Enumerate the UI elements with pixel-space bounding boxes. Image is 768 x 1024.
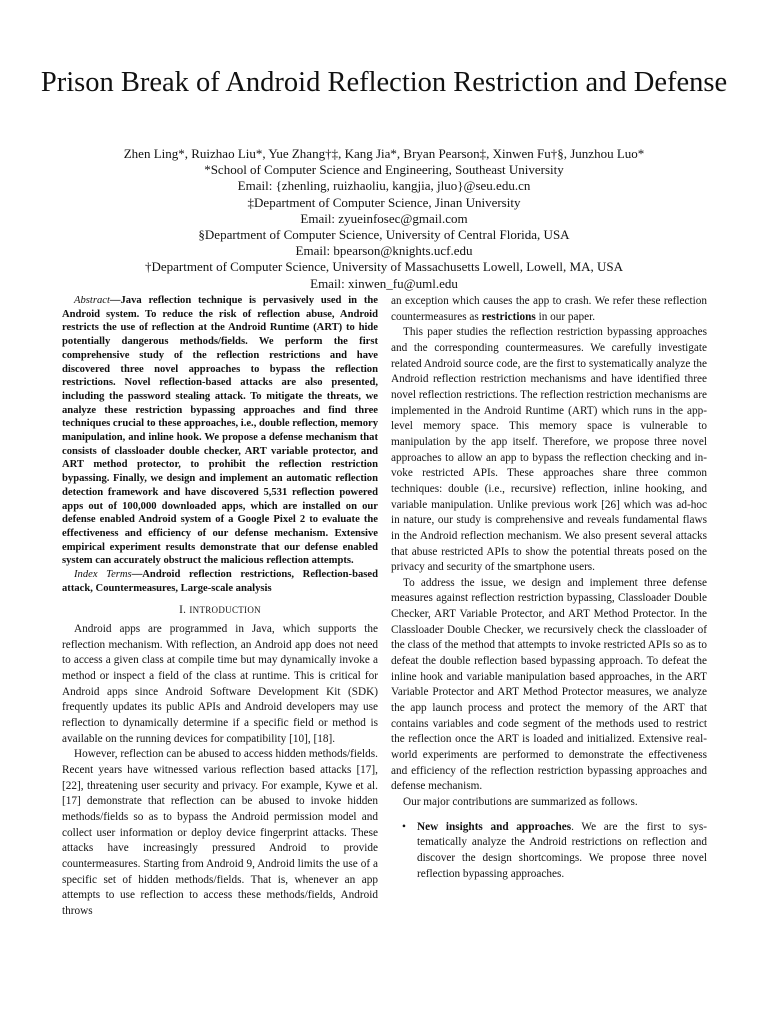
email-1: Email: {zhenling, ruizhaoliu, kangjia, jluo}@seu.edu.cn — [237, 178, 531, 194]
paper-title: Prison Break of Android Reflection Restriction and Defense — [40, 67, 728, 98]
index-terms — [62, 568, 378, 595]
paragraph: To address the issue, we design and implement three defense measures against reflection restriction bypassing, Classloader Double Checker, ART Variable Protector, and ART Method Protector. In the Classloader Double Checker, we recursively check the classloader of the class of the method that attempts to invoke restricted APIs so as to defeat the double reflection based bypassing approach. To defeat the inline hook and variable manipulation based approaches, in the ART Variable Protector and ART Method Protector measures, we analyze the app launch process and protect the memory of the ART that contains variables and code segment of the methods used to restrict the reflection once the ART is loaded and initialized. Extensive real-world experiments are performed to demonstrate the effectiveness and efficiency of the reflection restriction bypassing approaches and defense mechanism. — [391, 576, 707, 793]
paragraph: Android apps are programmed in Java, which supports the reflection mechanism. With reflection, an Android app does not need to access a given class at compile time but may dynamically invoke a method or inspect a field of the class at runtime. This is critical for Android apps since Android Software Development Kit (SDK) frequently updates its public APIs and Android developers may use reflection to dynamically determine if a specific field or method is available on the running devices for compatibility [10], [18]. — [62, 623, 378, 745]
list-item-heading: New insights and approaches — [417, 820, 572, 833]
bold-term: restrictions — [481, 310, 536, 323]
list-item — [391, 820, 707, 883]
author-block — [40, 146, 728, 292]
paragraph: However, reflection can be abused to access hidden methods/fields. Recent years have witnessed various reflection based attacks [17], [22], threatening user security and privacy. For example, Kywe et al. [17] demonstrate that reflection can be abused to invoke hidden methods/fields so as to bypass the Android permission model and collect user information or deploy device fingerprint attacks. These attacks have increasingly pressured Android to provide countermeasures. Starting from Android 9, Android limits the use of a specific set of hidden methods/fields. That is, whenever an app attempts to use reflection to access these methods/fields, Android throws — [62, 748, 378, 917]
paragraph-continued — [391, 294, 707, 325]
email-4: Email: xinwen_fu@uml.edu — [310, 275, 458, 291]
index-terms-label: Index Terms — [74, 569, 132, 581]
email-3: Email: bpearson@knights.ucf.edu — [295, 243, 473, 259]
email-2: Email: zyueinfosec@gmail.com — [300, 210, 468, 226]
paragraph: Our major contributions are summarized as follows. — [403, 796, 638, 808]
list-item-text — [417, 820, 707, 883]
abstract-label: Abstract — [74, 295, 110, 306]
author-names: Zhen Ling*, Ruizhao Liu*, Yue Zhang†‡, Kang Jia*, Bryan Pearson‡, Xinwen Fu†§, Junzhou Luo* — [123, 146, 645, 161]
section-number: I. — [179, 604, 190, 617]
affiliation-4: †Department of Computer Science, University of Massachusetts Lowell, Lowell, MA, USA — [144, 259, 624, 275]
bullet-icon: • — [402, 820, 406, 833]
abstract-text: —Java reflection technique is pervasively used in the Android system. To reduce the risk of reflection abuse, Android restricts the use of reflection at the Android Runtime (ART) to hide potentially dangerous methods/fields. We perform the first comprehensive study of the reflection restrictions and have discovered three novel approaches to bypass the reflection restrictions. Novel reflection-based attacks are also presented, including the password stealing attack. To mitigate the threats, we analyze these restriction bypassing approaches and find three techniques crucial to these approaches, i.e., double reflection, memory manipulation, and inline hook. We propose a defense mechanism that consists of classloader double checker, ART variable protector, and ART method protector, to prohibit the reflection restriction bypassing. Finally, we design and implement an automatic reflection detection framework and have discovered 5,531 reflection powered apps out of 100,000 downloaded apps, which are installed on our defense enabled Android system of a Google Pixel 2 to evaluate the effectiveness and efficiency of our defense mechanism. Extensive empirical experiment results demonstrate that our defense enabled system can accurately obstruct the malicious reflection attempts. — [62, 295, 378, 567]
left-column — [62, 294, 378, 920]
right-column — [391, 294, 707, 882]
index-terms-text: —Android reflection restrictions, Reflection-based attack, Countermeasures, Large-scale analysis — [62, 569, 378, 594]
affiliation-3: §Department of Computer Science, University of Central Florida, USA — [198, 227, 570, 243]
section-heading — [62, 603, 378, 619]
paragraph-text: an exception which causes the app to crash. We refer these reflection countermeasures as — [391, 295, 707, 323]
affiliation-1: *School of Computer Science and Engineering, Southeast University — [204, 162, 564, 178]
paragraph-text: in our paper. — [535, 310, 596, 323]
affiliation-2: ‡Department of Computer Science, Jinan University — [247, 194, 521, 210]
section-title: INTRODUCTION — [189, 605, 261, 616]
paragraph: This paper studies the reflection restriction bypassing approaches and the corresponding countermeasures. We carefully investigate related Android source code, are the first to systematically analyze the Android reflection restriction mechanisms and have identified three novel reflection restrictions. The reflection restriction mechanisms are implemented in the Android Runtime (ART) which runs in the app-level memory space. This memory space is vulnerable to manipulation by the app itself. Therefore, we propose three novel approaches to allow an app to bypass the reflection checking and invoke restricted APIs. These approaches share three common techniques: double (i.e., recursive) reflection, inline hooking, and variable manipulation. Unlike previous work [26] which was ad-hoc in nature, our study is comprehensive and reveals fundamental flaws in the Android reflection mechanism. We also present several attacks that abuse restricted APIs to show the potential threats posed on the privacy and security of the smartphone users. — [391, 326, 707, 574]
abstract — [62, 294, 378, 568]
list-item-body: . We are the first to systematically analyze the Android restrictions on reflection and discover the design shortcomings. We propose three novel reflection bypassing approaches. — [417, 820, 707, 880]
